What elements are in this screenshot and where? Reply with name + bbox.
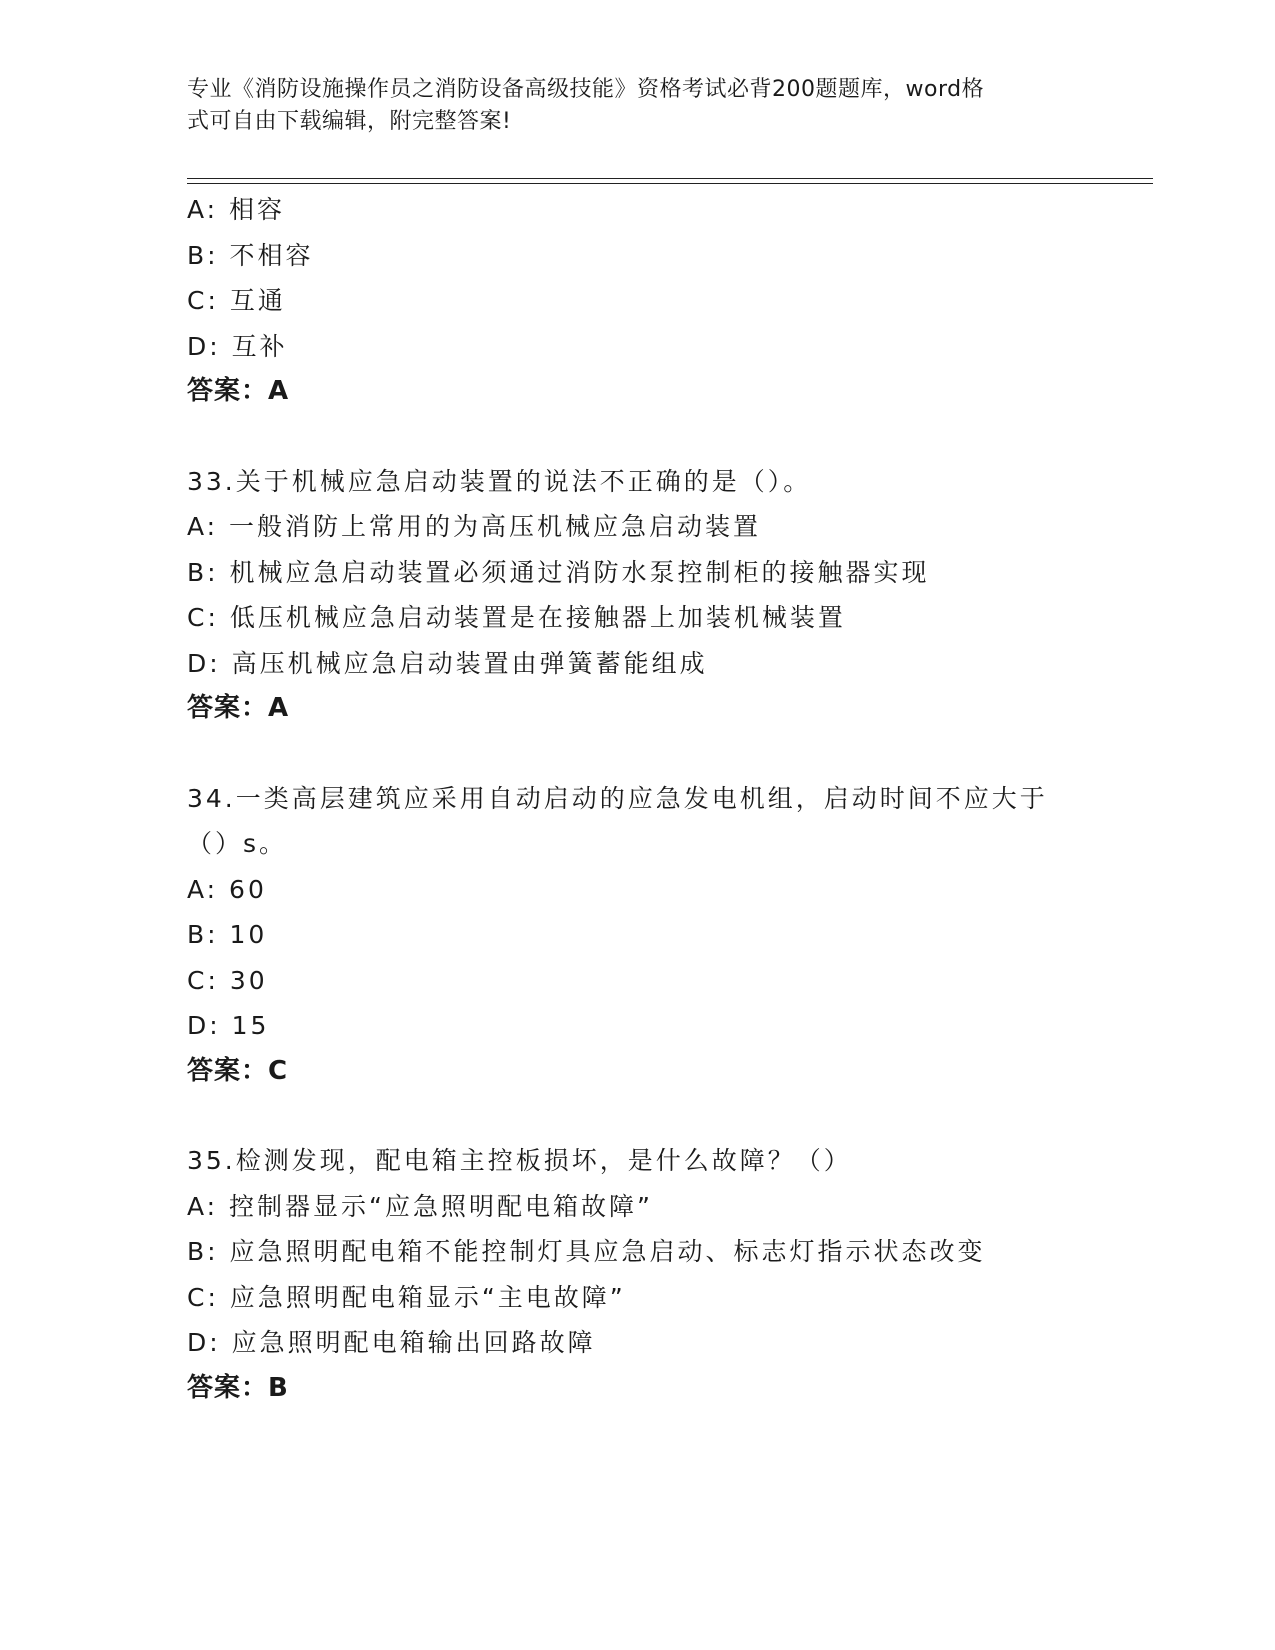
option-b: B: 应急照明配电箱不能控制灯具应急启动、标志灯指示状态改变 [187, 1237, 986, 1266]
question-block-33 [187, 459, 1147, 732]
question-block-34 [187, 776, 1147, 1095]
question-block-32 [187, 187, 1147, 415]
spacer [187, 415, 1147, 459]
option-b: B: 不相容 [187, 240, 314, 270]
answer-text: 答案：B [187, 1372, 289, 1403]
question-block-35 [187, 1138, 1147, 1411]
header-line-1: 专业《消防设施操作员之消防设备高级技能》资格考试必背200题题库，word格 [187, 77, 985, 102]
option-a: A: 控制器显示“应急照明配电箱故障” [187, 1191, 653, 1221]
option-a: A: 60 [187, 874, 267, 904]
option-d: D: 互补 [187, 331, 288, 361]
answer-text: 答案：A [187, 693, 290, 723]
header-divider-top [187, 178, 1153, 179]
option-c: C: 低压机械应急启动装置是在接触器上加装机械装置 [187, 603, 846, 632]
option-b: B: 10 [187, 920, 268, 949]
spacer [187, 1094, 1147, 1138]
option-c: C: 30 [187, 965, 268, 995]
option-d: D: 应急照明配电箱输出回路故障 [187, 1328, 596, 1357]
question-list [187, 187, 1147, 1411]
option-c: C: 互通 [187, 286, 286, 315]
option-a: A: 一般消防上常用的为高压机械应急启动装置 [187, 512, 762, 541]
option-b: B: 机械应急启动装置必须通过消防水泵控制柜的接触器实现 [187, 557, 930, 587]
question-stem-line-2: （）s。 [187, 829, 288, 858]
option-a: A: 相容 [187, 195, 286, 224]
answer-text: 答案：A [187, 376, 290, 406]
answer-text: 答案：C [187, 1055, 289, 1086]
option-d: D: 高压机械应急启动装置由弹簧蓄能组成 [187, 648, 708, 678]
spacer [187, 732, 1147, 776]
question-stem-line-1: 34.一类高层建筑应采用自动启动的应急发电机组，启动时间不应大于 [187, 783, 1048, 813]
question-stem: 35.检测发现，配电箱主控板损坏，是什么故障？（） [187, 1146, 852, 1175]
option-d: D: 15 [187, 1011, 270, 1040]
document-header [187, 74, 1067, 138]
header-line-2: 式可自由下载编辑，附完整答案! [187, 109, 512, 134]
option-c: C: 应急照明配电箱显示“主电故障” [187, 1282, 626, 1312]
question-stem: 33.关于机械应急启动装置的说法不正确的是（）。 [187, 466, 812, 496]
header-divider-bottom [187, 183, 1153, 184]
